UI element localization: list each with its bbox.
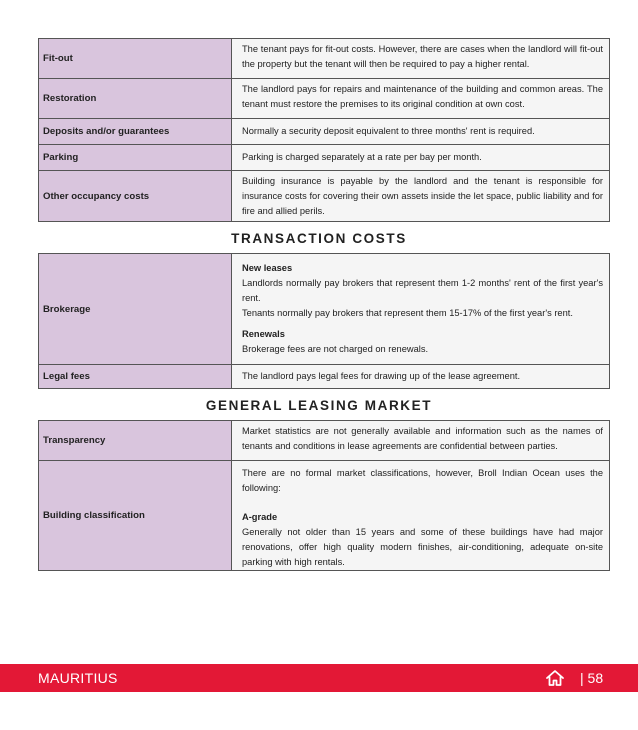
row-description <box>232 421 609 460</box>
description-text: The landlord pays legal fees for drawing up of the lease agreement. <box>242 371 521 381</box>
section-title-transaction-costs: TRANSACTION COSTS <box>231 231 407 246</box>
description-text: Market statistics are not generally available and information such as the names of tenants and conditions in lease agreements are confidential between parties. <box>242 426 603 451</box>
description-text: Landlords normally pay brokers that represent them 1-2 months' rent of the first year's rent. <box>242 278 603 303</box>
table-row <box>39 119 609 145</box>
row-label: Brokerage <box>39 254 232 364</box>
occupancy-costs-table <box>38 38 610 222</box>
row-label: Fit-out <box>39 39 232 78</box>
home-icon[interactable] <box>545 668 565 688</box>
description-text: Brokerage fees are not charged on renewals. <box>242 344 429 354</box>
footer-bar <box>0 664 638 692</box>
page-number: | 58 <box>580 670 604 686</box>
row-label: Building classification <box>39 461 232 570</box>
row-description <box>232 171 609 221</box>
sub-heading: New leases <box>242 263 293 273</box>
row-description <box>232 119 609 144</box>
table-row <box>39 254 609 365</box>
row-label: Legal fees <box>39 365 232 388</box>
description-text: Building insurance is payable by the landlord and the tenant is responsible for insurance costs for covering their own assets inside the let space, public liability and for fire and allied perils. <box>242 176 603 216</box>
table-row <box>39 421 609 461</box>
sub-heading: A-grade <box>242 512 278 522</box>
row-label: Parking <box>39 145 232 170</box>
transaction-costs-table <box>38 253 610 389</box>
row-description <box>232 461 609 570</box>
row-description <box>232 254 609 364</box>
row-label: Transparency <box>39 421 232 460</box>
description-text: There are no formal market classifications, however, Broll Indian Ocean uses the following: <box>242 468 603 493</box>
section-title-general-leasing-market: GENERAL LEASING MARKET <box>205 398 433 413</box>
general-leasing-table <box>38 420 610 571</box>
table-row <box>39 39 609 79</box>
row-description <box>232 365 609 388</box>
table-row <box>39 365 609 389</box>
description-text: Parking is charged separately at a rate per bay per month. <box>242 152 482 162</box>
description-text: The landlord pays for repairs and maintenance of the building and common areas. The tenant must restore the premises to its original condition at own cost. <box>242 84 603 109</box>
description-text: The tenant pays for fit-out costs. However, there are cases when the landlord will fit-out the property but the tenant will then be required to pay a higher rental. <box>242 44 603 69</box>
row-description <box>232 79 609 118</box>
table-row <box>39 171 609 222</box>
row-label: Restoration <box>39 79 232 118</box>
description-text: Generally not older than 15 years and some of these buildings have had major renovations, offer high quality modern finishes, air-conditioning, adequate on-site parking with high rentals. <box>242 527 603 567</box>
row-label: Other occupancy costs <box>39 171 232 221</box>
row-label: Deposits and/or guarantees <box>39 119 232 144</box>
sub-heading: Renewals <box>242 329 285 339</box>
country-label: MAURITIUS <box>38 670 118 686</box>
table-row <box>39 79 609 119</box>
description-text: Tenants normally pay brokers that represent them 15-17% of the first year's rent. <box>242 308 573 318</box>
table-row <box>39 461 609 571</box>
description-text: Normally a security deposit equivalent to three months' rent is required. <box>242 126 535 136</box>
row-description <box>232 39 609 78</box>
table-row <box>39 145 609 171</box>
row-description <box>232 145 609 170</box>
